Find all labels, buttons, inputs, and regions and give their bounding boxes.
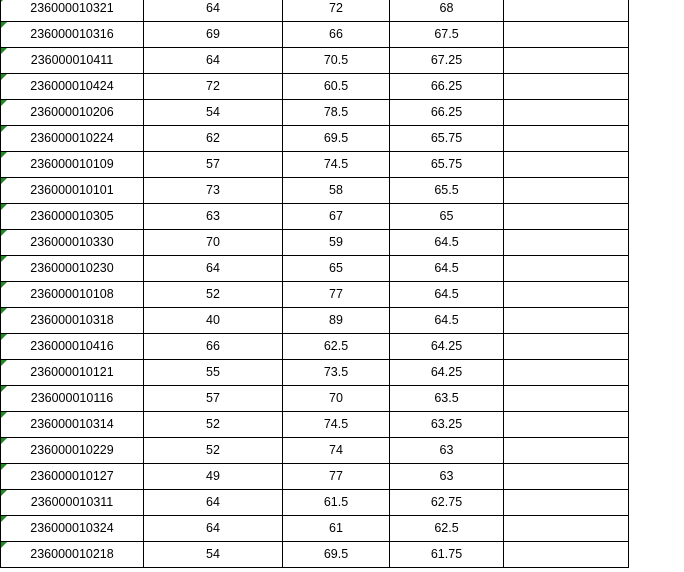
table-row: [1, 412, 629, 438]
cell-value: 66.25: [430, 79, 463, 93]
table-cell[interactable]: [144, 230, 283, 256]
cell-value: 69: [206, 27, 220, 41]
table-cell[interactable]: [504, 152, 629, 178]
cell-value: 72: [206, 79, 220, 93]
table-cell[interactable]: [283, 490, 390, 516]
cell-value: 236000010321: [30, 1, 114, 15]
text-number-marker-icon: [1, 360, 7, 366]
table-row: [1, 386, 629, 412]
cell-value: 236000010230: [30, 261, 114, 275]
table-cell[interactable]: [390, 412, 504, 438]
table-cell[interactable]: [283, 74, 390, 100]
table-cell[interactable]: [504, 464, 629, 490]
cell-value: 65.75: [430, 157, 463, 171]
id-cell[interactable]: [1, 74, 144, 100]
table-cell[interactable]: [283, 438, 390, 464]
id-cell[interactable]: [1, 230, 144, 256]
table-cell[interactable]: [144, 282, 283, 308]
table-cell[interactable]: [390, 230, 504, 256]
cell-value: 65: [329, 261, 343, 275]
table-cell[interactable]: [283, 308, 390, 334]
id-cell[interactable]: [1, 542, 144, 568]
table-row: [1, 282, 629, 308]
table-cell[interactable]: [144, 438, 283, 464]
text-number-marker-icon: [1, 152, 7, 158]
table-cell[interactable]: [144, 516, 283, 542]
table-row: [1, 152, 629, 178]
cell-value: 65.5: [434, 183, 459, 197]
table-cell[interactable]: [504, 516, 629, 542]
table-cell[interactable]: [390, 100, 504, 126]
cell-value: 66.25: [430, 105, 463, 119]
cell-value: 52: [206, 443, 220, 457]
table-row: [1, 22, 629, 48]
table-cell[interactable]: [283, 22, 390, 48]
table-cell[interactable]: [504, 360, 629, 386]
cell-value: 60.5: [323, 79, 349, 93]
score-table-body: [1, 0, 629, 568]
text-number-marker-icon: [1, 204, 7, 210]
cell-value: 55: [206, 365, 220, 379]
cell-value: 89: [329, 313, 343, 327]
id-cell[interactable]: [1, 0, 144, 22]
table-cell[interactable]: [283, 152, 390, 178]
cell-value: 236000010109: [30, 157, 114, 171]
cell-value: 40: [206, 313, 220, 327]
cell-value: 236000010108: [30, 287, 114, 301]
table-cell[interactable]: [390, 464, 504, 490]
cell-value: 63.25: [430, 417, 463, 431]
cell-value: 63: [439, 443, 454, 457]
cell-value: 64.25: [430, 339, 463, 353]
cell-value: 64.5: [434, 287, 459, 301]
cell-value: 78.5: [323, 105, 349, 119]
id-cell[interactable]: [1, 48, 144, 74]
text-number-marker-icon: [1, 516, 7, 522]
cell-value: 57: [206, 157, 220, 171]
cell-value: 62: [206, 131, 220, 145]
id-cell[interactable]: [1, 490, 144, 516]
table-row: [1, 542, 629, 568]
cell-value: 73.5: [323, 365, 349, 379]
cell-value: 236000010311: [30, 495, 114, 509]
cell-value: 236000010218: [30, 547, 114, 561]
table-cell[interactable]: [504, 100, 629, 126]
cell-value: 236000010316: [30, 27, 114, 41]
table-cell[interactable]: [283, 100, 390, 126]
cell-value: 49: [206, 469, 220, 483]
cell-value: 236000010116: [30, 391, 114, 405]
table-cell[interactable]: [144, 126, 283, 152]
cell-value: 69.5: [323, 131, 349, 145]
cell-value: 64: [206, 521, 220, 535]
cell-value: 67: [329, 209, 343, 223]
table-row: [1, 126, 629, 152]
cell-value: 65: [439, 209, 454, 223]
table-cell[interactable]: [504, 126, 629, 152]
cell-value: 72: [329, 1, 343, 15]
text-number-marker-icon: [1, 490, 7, 496]
table-cell[interactable]: [504, 490, 629, 516]
text-number-marker-icon: [1, 464, 7, 470]
cell-value: 236000010229: [30, 443, 114, 457]
table-cell[interactable]: [144, 308, 283, 334]
table-cell[interactable]: [390, 386, 504, 412]
table-cell[interactable]: [144, 178, 283, 204]
table-row: [1, 438, 629, 464]
cell-value: 77: [329, 287, 343, 301]
table-row: [1, 308, 629, 334]
id-cell[interactable]: [1, 282, 144, 308]
cell-value: 64.5: [434, 235, 459, 249]
table-row: [1, 48, 629, 74]
table-row: [1, 464, 629, 490]
table-row: [1, 100, 629, 126]
id-cell[interactable]: [1, 412, 144, 438]
table-cell[interactable]: [144, 542, 283, 568]
id-cell[interactable]: [1, 360, 144, 386]
table-cell[interactable]: [504, 256, 629, 282]
cell-value: 236000010318: [30, 313, 114, 327]
table-cell[interactable]: [144, 152, 283, 178]
cell-value: 59: [329, 235, 343, 249]
table-cell[interactable]: [504, 74, 629, 100]
id-cell[interactable]: [1, 204, 144, 230]
cell-value: 67.25: [430, 53, 463, 67]
text-number-marker-icon: [1, 178, 7, 184]
table-cell[interactable]: [390, 282, 504, 308]
id-cell[interactable]: [1, 152, 144, 178]
text-number-marker-icon: [1, 74, 7, 80]
table-cell[interactable]: [504, 334, 629, 360]
cell-value: 62.75: [430, 495, 463, 509]
table-cell[interactable]: [283, 334, 390, 360]
cell-value: 54: [206, 105, 220, 119]
table-cell[interactable]: [504, 48, 629, 74]
table-row: [1, 360, 629, 386]
text-number-marker-icon: [1, 334, 7, 340]
table-cell[interactable]: [283, 204, 390, 230]
id-cell[interactable]: [1, 516, 144, 542]
table-cell[interactable]: [144, 22, 283, 48]
table-cell[interactable]: [283, 386, 390, 412]
text-number-marker-icon: [1, 126, 7, 132]
table-row: [1, 178, 629, 204]
cell-value: 63: [439, 469, 454, 483]
cell-value: 52: [206, 287, 220, 301]
cell-value: 62.5: [434, 521, 459, 535]
text-number-marker-icon: [1, 386, 7, 392]
cell-value: 64: [206, 53, 220, 67]
cell-value: 77: [329, 469, 343, 483]
text-number-marker-icon: [1, 438, 7, 444]
table-cell[interactable]: [144, 412, 283, 438]
cell-value: 66: [329, 27, 343, 41]
id-cell[interactable]: [1, 308, 144, 334]
table-row: [1, 334, 629, 360]
cell-value: 58: [329, 183, 343, 197]
text-number-marker-icon: [1, 0, 7, 2]
cell-value: 236000010330: [30, 235, 114, 249]
cell-value: 69.5: [323, 547, 349, 561]
cell-value: 236000010101: [30, 183, 114, 197]
table-cell[interactable]: [390, 542, 504, 568]
cell-value: 236000010324: [30, 521, 114, 535]
table-cell[interactable]: [283, 282, 390, 308]
table-cell[interactable]: [390, 204, 504, 230]
id-cell[interactable]: [1, 100, 144, 126]
id-cell[interactable]: [1, 464, 144, 490]
table-cell[interactable]: [283, 516, 390, 542]
table-cell[interactable]: [144, 386, 283, 412]
table-cell[interactable]: [390, 516, 504, 542]
table-row: [1, 74, 629, 100]
table-row: [1, 256, 629, 282]
table-cell[interactable]: [390, 126, 504, 152]
cell-value: 70: [206, 235, 220, 249]
table-cell[interactable]: [144, 256, 283, 282]
cell-value: 74: [329, 443, 343, 457]
text-number-marker-icon: [1, 100, 7, 106]
table-cell[interactable]: [144, 74, 283, 100]
table-cell[interactable]: [144, 490, 283, 516]
cell-value: 61.5: [323, 495, 349, 509]
table-cell[interactable]: [283, 48, 390, 74]
table-cell[interactable]: [390, 438, 504, 464]
table-cell[interactable]: [504, 178, 629, 204]
cell-value: 236000010206: [30, 105, 114, 119]
table-cell[interactable]: [144, 464, 283, 490]
cell-value: 67.5: [434, 27, 459, 41]
table-cell[interactable]: [283, 542, 390, 568]
table-cell[interactable]: [504, 438, 629, 464]
cell-value: 236000010121: [30, 365, 114, 379]
table-cell[interactable]: [390, 334, 504, 360]
text-number-marker-icon: [1, 256, 7, 262]
table-cell[interactable]: [283, 256, 390, 282]
table-cell[interactable]: [504, 0, 629, 22]
cell-value: 64.25: [430, 365, 463, 379]
cell-value: 236000010416: [30, 339, 114, 353]
cell-value: 236000010127: [30, 469, 114, 483]
cell-value: 57: [206, 391, 220, 405]
table-row: [1, 0, 629, 22]
table-cell[interactable]: [390, 360, 504, 386]
id-cell[interactable]: [1, 438, 144, 464]
cell-value: 64: [206, 261, 220, 275]
table-cell[interactable]: [390, 22, 504, 48]
table-cell[interactable]: [390, 48, 504, 74]
cell-value: 66: [206, 339, 220, 353]
table-cell[interactable]: [504, 282, 629, 308]
cell-value: 54: [206, 547, 220, 561]
text-number-marker-icon: [1, 48, 7, 54]
table-cell[interactable]: [504, 412, 629, 438]
table-cell[interactable]: [390, 490, 504, 516]
table-cell[interactable]: [504, 22, 629, 48]
text-number-marker-icon: [1, 542, 7, 548]
table-cell[interactable]: [144, 100, 283, 126]
table-cell[interactable]: [283, 230, 390, 256]
cell-value: 73: [206, 183, 220, 197]
table-cell[interactable]: [144, 0, 283, 22]
table-row: [1, 490, 629, 516]
text-number-marker-icon: [1, 22, 7, 28]
cell-value: 74.5: [323, 157, 349, 171]
table-cell[interactable]: [504, 542, 629, 568]
table-cell[interactable]: [144, 360, 283, 386]
table-cell[interactable]: [283, 126, 390, 152]
table-cell[interactable]: [390, 178, 504, 204]
id-cell[interactable]: [1, 22, 144, 48]
id-cell[interactable]: [1, 386, 144, 412]
table-cell[interactable]: [390, 0, 504, 22]
cell-value: 61.75: [430, 547, 463, 561]
cell-value: 62.5: [323, 339, 349, 353]
cell-value: 64: [206, 495, 220, 509]
table-cell[interactable]: [144, 204, 283, 230]
cell-value: 64: [206, 1, 220, 15]
text-number-marker-icon: [1, 412, 7, 418]
cell-value: 70.5: [323, 53, 349, 67]
cell-value: 63.5: [434, 391, 459, 405]
table-cell[interactable]: [504, 230, 629, 256]
text-number-marker-icon: [1, 230, 7, 236]
table-row: [1, 204, 629, 230]
id-cell[interactable]: [1, 256, 144, 282]
cell-value: 236000010314: [30, 417, 114, 431]
table-cell[interactable]: [283, 178, 390, 204]
cell-value: 61: [329, 521, 343, 535]
table-cell[interactable]: [144, 48, 283, 74]
cell-value: 63: [206, 209, 220, 223]
table-cell[interactable]: [390, 256, 504, 282]
table-cell[interactable]: [283, 412, 390, 438]
cell-value: 64.5: [434, 261, 459, 275]
cell-value: 64.5: [434, 313, 459, 327]
table-cell[interactable]: [283, 464, 390, 490]
cell-value: 70: [329, 391, 343, 405]
cell-value: 68: [439, 1, 454, 15]
table-cell[interactable]: [144, 334, 283, 360]
table-cell[interactable]: [390, 74, 504, 100]
table-cell[interactable]: [504, 204, 629, 230]
text-number-marker-icon: [1, 308, 7, 314]
table-row: [1, 230, 629, 256]
table-cell[interactable]: [504, 308, 629, 334]
id-cell[interactable]: [1, 126, 144, 152]
cell-value: 52: [206, 417, 220, 431]
cell-value: 236000010424: [30, 79, 114, 93]
cell-value: 236000010411: [30, 53, 114, 67]
cell-value: 65.75: [430, 131, 463, 145]
table-cell[interactable]: [283, 0, 390, 22]
table-cell[interactable]: [390, 152, 504, 178]
table-cell[interactable]: [504, 386, 629, 412]
table-cell[interactable]: [283, 360, 390, 386]
table-row: [1, 516, 629, 542]
id-cell[interactable]: [1, 178, 144, 204]
cell-value: 236000010224: [30, 131, 114, 145]
cell-value: 74.5: [323, 417, 349, 431]
cell-value: 236000010305: [30, 209, 114, 223]
text-number-marker-icon: [1, 282, 7, 288]
id-cell[interactable]: [1, 334, 144, 360]
table-cell[interactable]: [390, 308, 504, 334]
